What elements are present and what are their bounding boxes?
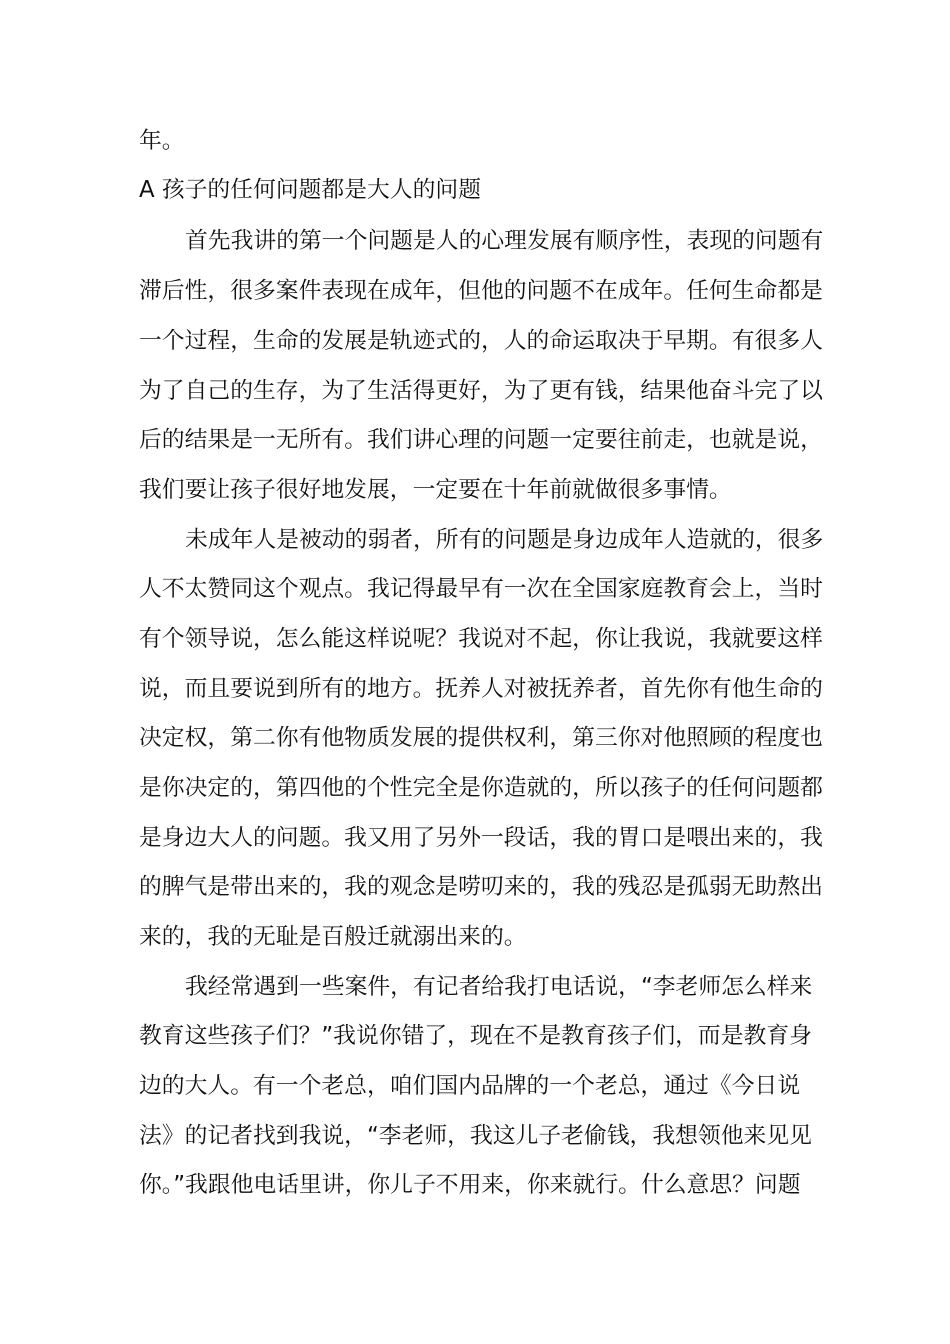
paragraph-3-line: 我经常遇到一些案件，有记者给我打电话说，“李老师怎么样来 xyxy=(185,974,813,1000)
paragraph-1-line: 一个过程，生命的发展是轨迹式的，人的命运取决于早期。有很多人 xyxy=(139,328,823,354)
paragraph-1-line: 首先我讲的第一个问题是人的心理发展有顺序性，表现的问题有 xyxy=(185,228,824,254)
paragraph-1-line: 为了自己的生存，为了生活得更好，为了更有钱，结果他奋斗完了以 xyxy=(139,378,823,404)
paragraph-2-line: 是你决定的，第四他的个性完全是你造就的，所以孩子的任何问题都 xyxy=(139,775,823,801)
paragraph-3-line: 你。”我跟他电话里讲，你儿子不用来，你来就行。什么意思？问题 xyxy=(139,1172,801,1198)
paragraph-2-line: 的脾气是带出来的，我的观念是唠叨来的，我的残忍是孤弱无助熬出 xyxy=(139,874,823,900)
paragraph-2-line: 来的，我的无耻是百般迁就溺出来的。 xyxy=(139,924,527,950)
paragraph-1-line: 滞后性，很多案件表现在成年，但他的问题不在成年。任何生命都是 xyxy=(139,278,823,304)
paragraph-3-line: 教育这些孩子们？”我说你错了，现在不是教育孩子们，而是教育身 xyxy=(139,1023,812,1049)
paragraph-1-line: 我们要让孩子很好地发展，一定要在十年前就做很多事情。 xyxy=(139,477,732,503)
section-heading: A 孩子的任何问题都是大人的问题 xyxy=(139,177,481,203)
paragraph-1-line: 后的结果是一无所有。我们讲心理的问题一定要往前走，也就是说， xyxy=(139,427,823,453)
paragraph-2-line: 说，而且要说到所有的地方。抚养人对被抚养者，首先你有他生命的 xyxy=(139,676,823,702)
paragraph-2-line: 决定权，第二你有他物质发展的提供权利，第三你对他照顾的程度也 xyxy=(139,725,823,751)
paragraph-2-line: 有个领导说，怎么能这样说呢？我说对不起，你让我说，我就要这样 xyxy=(139,626,823,652)
paragraph-2-line: 未成年人是被动的弱者，所有的问题是身边成年人造就的，很多 xyxy=(185,527,824,553)
paragraph-3-line: 法》的记者找到我说，“李老师，我这儿子老偷钱，我想领他来见见 xyxy=(139,1123,812,1149)
paragraph-3-line: 边的大人。有一个老总，咱们国内品牌的一个老总，通过《今日说 xyxy=(139,1073,801,1099)
paragraph-2-line: 是身边大人的问题。我又用了另外一段话，我的胃口是喂出来的，我 xyxy=(139,825,823,851)
text-line: 年。 xyxy=(139,128,185,154)
paragraph-2-line: 人不太赞同这个观点。我记得最早有一次在全国家庭教育会上，当时 xyxy=(139,576,823,602)
